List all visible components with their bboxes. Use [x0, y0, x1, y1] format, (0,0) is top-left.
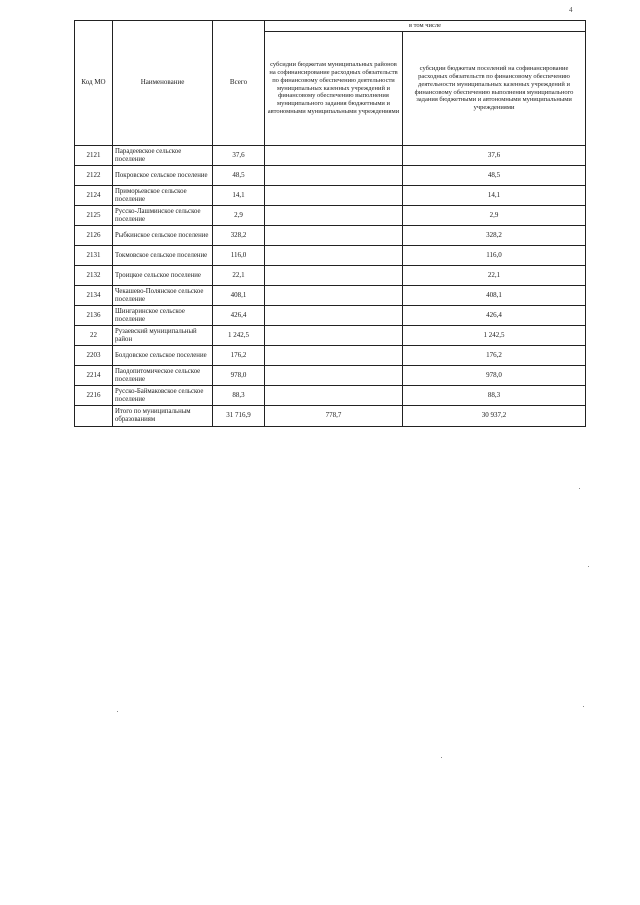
- row-settlement-subsidy: 426,4: [403, 306, 586, 326]
- table-row: [75, 366, 586, 386]
- row-total: 88,3: [213, 386, 265, 406]
- row-district-subsidy: [265, 186, 403, 206]
- row-district-subsidy: [265, 146, 403, 166]
- header-total: Всего: [213, 21, 265, 146]
- table-row: [75, 226, 586, 246]
- header-district-subsidies: субсидии бюджетам муниципальных районов на софинансирование расходных обязательств по финансовому обеспечению деятельности муниципальных казенных учреждений и финансовому обеспечению выполнения муниципального задания бюджетными и автономными муниципальными учреждениями: [265, 32, 403, 146]
- row-name: Рыбкинское сельское поселение: [113, 226, 213, 246]
- row-settlement-subsidy: 48,5: [403, 166, 586, 186]
- total-settlement-subsidy: 30 937,2: [403, 406, 586, 427]
- row-total: 328,2: [213, 226, 265, 246]
- row-total: 426,4: [213, 306, 265, 326]
- row-total: 176,2: [213, 346, 265, 366]
- row-settlement-subsidy: 1 242,5: [403, 326, 586, 346]
- header-name: Наименование: [113, 21, 213, 146]
- table-row: [75, 186, 586, 206]
- row-name: Чекашево-Полянское сельское поселение: [113, 286, 213, 306]
- row-code: 2131: [75, 246, 113, 266]
- row-total: 22,1: [213, 266, 265, 286]
- row-code: 2126: [75, 226, 113, 246]
- header-code: Код МО: [75, 21, 113, 146]
- scan-speck: [117, 711, 118, 712]
- row-district-subsidy: [265, 246, 403, 266]
- row-code: 2216: [75, 386, 113, 406]
- scan-speck: [583, 706, 584, 707]
- row-district-subsidy: [265, 386, 403, 406]
- total-total: 31 716,9: [213, 406, 265, 427]
- row-settlement-subsidy: 408,1: [403, 286, 586, 306]
- row-code: 2122: [75, 166, 113, 186]
- row-district-subsidy: [265, 206, 403, 226]
- table-row: [75, 166, 586, 186]
- row-name: Русско-Баймаковское сельское поселение: [113, 386, 213, 406]
- row-total: 978,0: [213, 366, 265, 386]
- scan-speck: [579, 488, 580, 489]
- row-total: 48,5: [213, 166, 265, 186]
- row-name: Парадеевское сельское поселение: [113, 146, 213, 166]
- row-total: 116,0: [213, 246, 265, 266]
- row-district-subsidy: [265, 166, 403, 186]
- header-settlement-subsidies: субсидии бюджетам поселений на софинансирование расходных обязательств по финансовому обеспечению деятельности муниципальных казенных учреждений и финансовому обеспечению выполнения муниципального задания бюджетными и автономными муниципальными учреждениями: [403, 32, 586, 146]
- row-district-subsidy: [265, 226, 403, 246]
- row-code: 2136: [75, 306, 113, 326]
- row-name: Паодопитомическое сельское поселение: [113, 366, 213, 386]
- total-name: Итого по муниципальным образованиям: [113, 406, 213, 427]
- header-including: в том числе: [265, 21, 586, 32]
- table-row: [75, 266, 586, 286]
- row-district-subsidy: [265, 266, 403, 286]
- row-code: 2203: [75, 346, 113, 366]
- row-name: Болдовское сельское поселение: [113, 346, 213, 366]
- table-row: [75, 346, 586, 366]
- page-number: 4: [569, 6, 573, 14]
- row-name: Покровское сельское поселение: [113, 166, 213, 186]
- row-name: Приморьевское сельское поселение: [113, 186, 213, 206]
- total-code: [75, 406, 113, 427]
- row-district-subsidy: [265, 306, 403, 326]
- row-code: 2124: [75, 186, 113, 206]
- row-name: Русско-Лашминское сельское поселение: [113, 206, 213, 226]
- row-name: Токмовское сельское поселение: [113, 246, 213, 266]
- row-code: 2132: [75, 266, 113, 286]
- row-code: 22: [75, 326, 113, 346]
- row-settlement-subsidy: 116,0: [403, 246, 586, 266]
- row-settlement-subsidy: 978,0: [403, 366, 586, 386]
- table-row: [75, 306, 586, 326]
- row-settlement-subsidy: 2,9: [403, 206, 586, 226]
- row-code: 2121: [75, 146, 113, 166]
- subsidy-table: [74, 20, 586, 427]
- row-code: 2134: [75, 286, 113, 306]
- table-body: [75, 146, 586, 427]
- row-total: 14,1: [213, 186, 265, 206]
- table-row: [75, 286, 586, 306]
- row-code: 2125: [75, 206, 113, 226]
- row-district-subsidy: [265, 286, 403, 306]
- row-settlement-subsidy: 22,1: [403, 266, 586, 286]
- row-total: 1 242,5: [213, 326, 265, 346]
- row-district-subsidy: [265, 366, 403, 386]
- row-district-subsidy: [265, 346, 403, 366]
- row-settlement-subsidy: 176,2: [403, 346, 586, 366]
- table-row: [75, 246, 586, 266]
- table-row: [75, 386, 586, 406]
- row-settlement-subsidy: 88,3: [403, 386, 586, 406]
- row-total: 2,9: [213, 206, 265, 226]
- row-settlement-subsidy: 14,1: [403, 186, 586, 206]
- row-total: 408,1: [213, 286, 265, 306]
- table-row: [75, 146, 586, 166]
- row-code: 2214: [75, 366, 113, 386]
- row-settlement-subsidy: 328,2: [403, 226, 586, 246]
- row-name: Троицкое сельское поселение: [113, 266, 213, 286]
- row-name: Рузаевский муниципальный район: [113, 326, 213, 346]
- table-row: [75, 326, 586, 346]
- scan-speck: [441, 757, 442, 758]
- row-settlement-subsidy: 37,6: [403, 146, 586, 166]
- scan-speck: [588, 566, 589, 567]
- total-row: [75, 406, 586, 427]
- row-district-subsidy: [265, 326, 403, 346]
- total-district-subsidy: 778,7: [265, 406, 403, 427]
- table-row: [75, 206, 586, 226]
- row-name: Шингаринское сельское поселение: [113, 306, 213, 326]
- row-total: 37,6: [213, 146, 265, 166]
